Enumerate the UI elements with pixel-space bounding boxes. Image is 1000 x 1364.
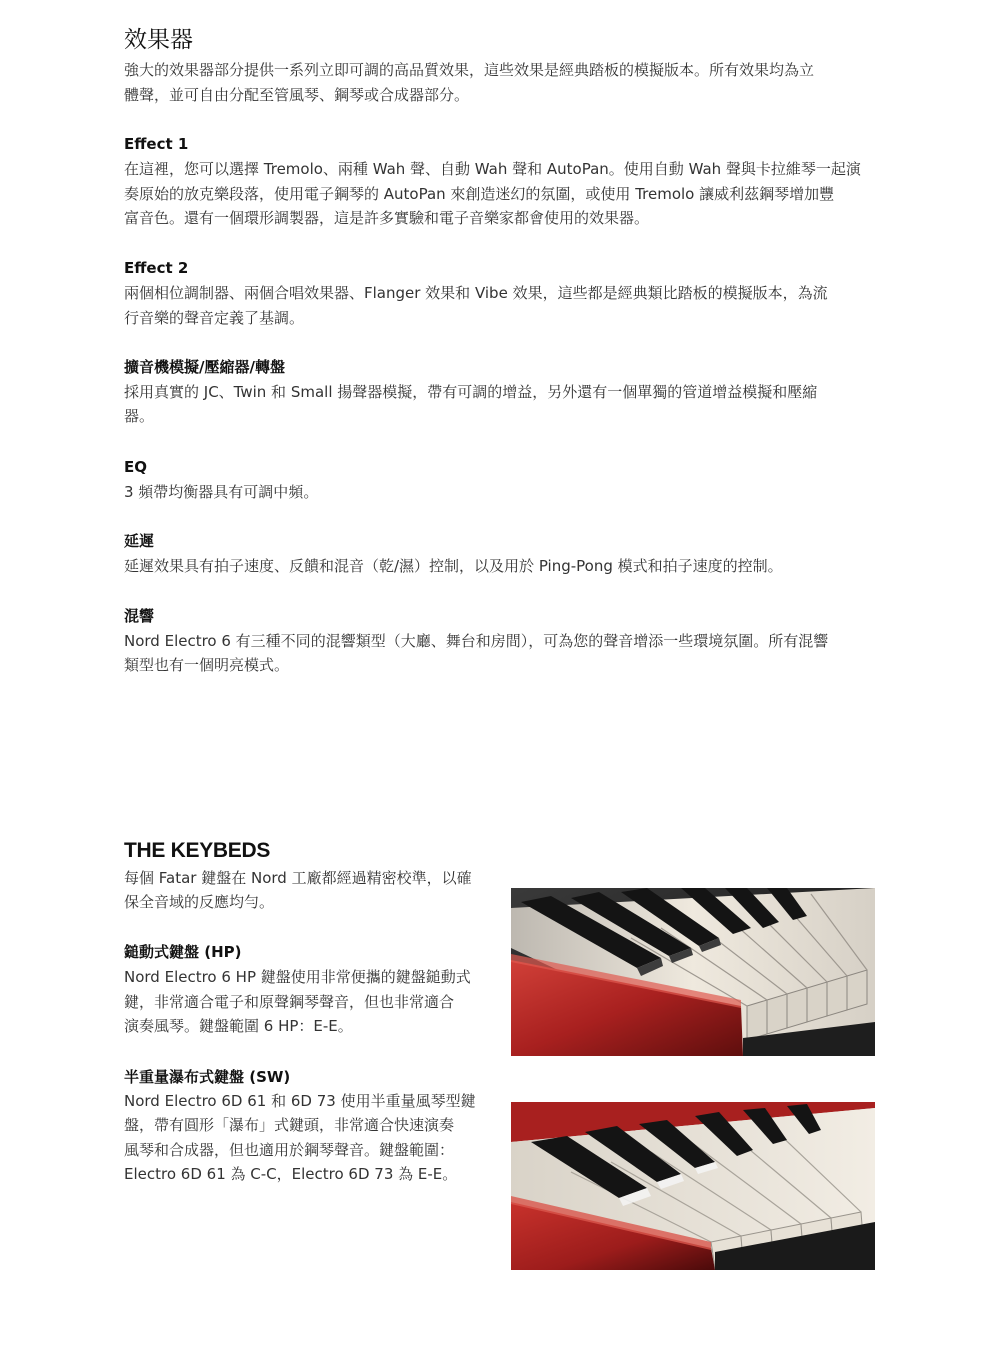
effects-intro-line-1: 強大的效果器部分提供一系列立即可調的高品質效果，這些效果是經典踏板的模擬版本。所有效果均為立 bbox=[124, 61, 815, 79]
keybeds-title: THE KEYBEDS bbox=[124, 839, 271, 862]
hp-line-2: 鍵，非常適合電子和原聲鋼琴聲音，但也非常適合 bbox=[124, 993, 455, 1011]
delay-heading: 延遲 bbox=[124, 532, 155, 550]
delay-line-1: 延遲效果具有拍子速度、反饋和混音（乾/濕）控制，以及用於 Ping-Pong 模式和拍子速度的控制。 bbox=[124, 557, 783, 575]
hp-line-3: 演奏風琴。鍵盤範圍 6 HP：E-E。 bbox=[124, 1017, 353, 1035]
sw-keybed-photo bbox=[511, 1102, 875, 1270]
effect1-line-2: 奏原始的放克樂段落，使用電子鋼琴的 AutoPan 來創造迷幻的氛圍，或使用 Tremolo 讓威利茲鋼琴增加豐 bbox=[124, 185, 835, 203]
effect2-line-1: 兩個相位調制器、兩個合唱效果器、Flanger 效果和 Vibe 效果，這些都是經典類比踏板的模擬版本，為流 bbox=[124, 284, 828, 302]
keybeds-intro-line-1: 每個 Fatar 鍵盤在 Nord 工廠都經過精密校準，以確 bbox=[124, 869, 472, 887]
keybeds-intro-line-2: 保全音域的反應均勻。 bbox=[124, 893, 275, 911]
reverb-line-2: 類型也有一個明亮模式。 bbox=[124, 656, 290, 674]
hp-line-1: Nord Electro 6 HP 鍵盤使用非常便攜的鍵盤鎚動式 bbox=[124, 968, 471, 986]
hp-heading: 鎚動式鍵盤 (HP) bbox=[124, 943, 242, 961]
reverb-line-1: Nord Electro 6 有三種不同的混響類型（大廳、舞台和房間），可為您的聲音增添一些環境氛圍。所有混響 bbox=[124, 632, 829, 650]
sw-line-4: Electro 6D 61 為 C-C，Electro 6D 73 為 E-E。 bbox=[124, 1165, 458, 1183]
effect2-line-2: 行音樂的聲音定義了基調。 bbox=[124, 309, 305, 327]
eq-line-1: 3 頻帶均衡器具有可調中頻。 bbox=[124, 483, 319, 501]
amp-sim-line-2: 器。 bbox=[124, 407, 155, 425]
reverb-heading: 混響 bbox=[124, 607, 155, 625]
sw-line-2: 盤，帶有圓形「瀑布」式鍵頭，非常適合快速演奏 bbox=[124, 1116, 455, 1134]
sw-line-1: Nord Electro 6D 61 和 6D 73 使用半重量風琴型鍵 bbox=[124, 1092, 476, 1110]
sw-line-3: 風琴和合成器，但也適用於鋼琴聲音。鍵盤範圍： bbox=[124, 1141, 455, 1159]
effect2-heading: Effect 2 bbox=[124, 259, 189, 277]
amp-sim-heading: 擴音機模擬/壓縮器/轉盤 bbox=[124, 358, 285, 376]
effects-title: 效果器 bbox=[124, 27, 193, 53]
sw-heading: 半重量瀑布式鍵盤 (SW) bbox=[124, 1068, 291, 1086]
eq-heading: EQ bbox=[124, 458, 147, 476]
hp-keybed-photo bbox=[511, 888, 875, 1056]
effect1-line-3: 富音色。還有一個環形調製器，這是許多實驗和電子音樂家都會使用的效果器。 bbox=[124, 209, 650, 227]
effect1-line-1: 在這裡，您可以選擇 Tremolo、兩種 Wah 聲、自動 Wah 聲和 AutoPan。使用自動 Wah 聲與卡拉維琴一起演 bbox=[124, 160, 861, 178]
amp-sim-line-1: 採用真實的 JC、Twin 和 Small 揚聲器模擬，帶有可調的增益，另外還有一個單獨的管道增益模擬和壓縮 bbox=[124, 383, 818, 401]
effects-intro-line-2: 體聲，並可自由分配至管風琴、鋼琴或合成器部分。 bbox=[124, 86, 470, 104]
effect1-heading: Effect 1 bbox=[124, 135, 189, 153]
